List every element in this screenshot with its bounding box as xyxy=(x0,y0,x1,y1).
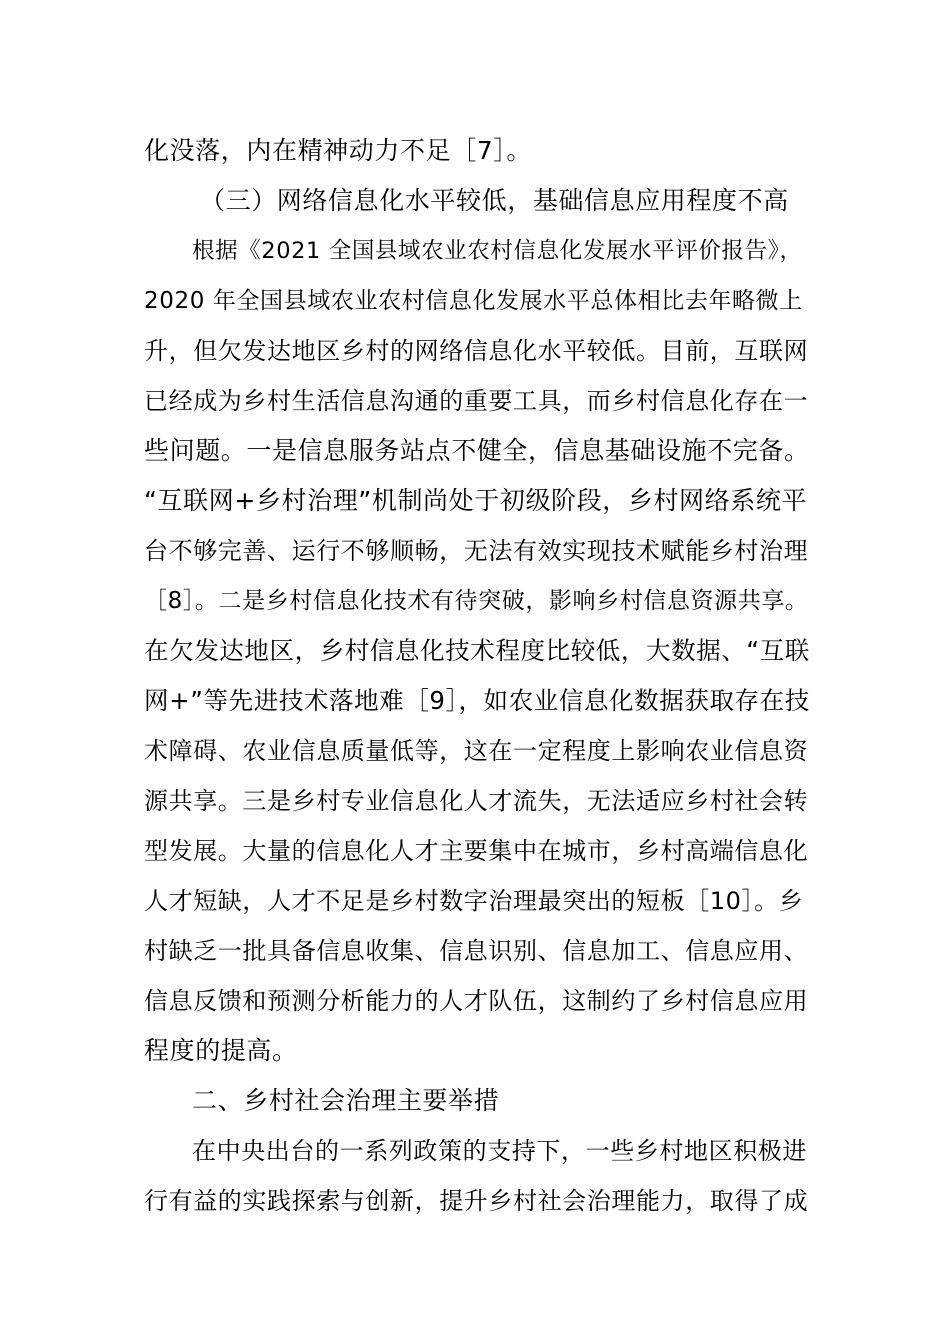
paragraph-line: “互联网+乡村治理”机制尚处于初级阶段，乡村网络系统平 xyxy=(144,486,808,515)
paragraph-line: 化没落，内在精神动力不足［7］。 xyxy=(144,136,533,165)
paragraph-line: 型发展。大量的信息化人才主要集中在城市，乡村高端信息化 xyxy=(144,837,809,865)
paragraph-line: 网+”等先进技术落地难［9］，如农业信息化数据获取存在技 xyxy=(144,686,810,715)
paragraph-line: 2020 年全国县域农业农村信息化发展水平总体相比去年略微上 xyxy=(144,288,803,314)
paragraph-line: 术障碍、农业信息质量低等，这在一定程度上影响农业信息资 xyxy=(144,737,809,765)
paragraph-line: 台不够完善、运行不够顺畅，无法有效实现技术赋能乡村治理 xyxy=(144,537,809,565)
paragraph-line: 源共享。三是乡村专业信息化人才流失，无法适应乡村社会转 xyxy=(144,787,809,815)
paragraph-line: 信息反馈和预测分析能力的人才队伍，这制约了乡村信息应用 xyxy=(144,987,809,1015)
paragraph-line: 根据《2021 全国县域农业农村信息化发展水平评价报告》， xyxy=(192,238,803,264)
paragraph-line: 在中央出台的一系列政策的支持下，一些乡村地区积极进 xyxy=(192,1137,807,1165)
paragraph-line: 些问题。一是信息服务站点不健全，信息基础设施不完备。 xyxy=(144,436,810,465)
paragraph-line: ［8］。二是乡村信息化技术有待突破，影响乡村信息资源共享。 xyxy=(144,588,809,614)
paragraph-line: 在欠发达地区，乡村信息化技术程度比较低，大数据、“互联 xyxy=(144,636,810,665)
paragraph-line: 村缺乏一批具备信息收集、信息识别、信息加工、信息应用、 xyxy=(144,937,809,965)
section-heading: 二、乡村社会治理主要举措 xyxy=(192,1086,500,1115)
paragraph-line: 行有益的实践探索与创新，提升乡村社会治理能力，取得了成 xyxy=(144,1187,809,1215)
paragraph-line: 人才短缺，人才不足是乡村数字治理最突出的短板［10］。乡 xyxy=(144,887,804,915)
paragraph-line: 已经成为乡村生活信息沟通的重要工具，而乡村信息化存在一 xyxy=(144,387,809,415)
paragraph-line: 程度的提高。 xyxy=(144,1036,298,1065)
paragraph-line: 升，但欠发达地区乡村的网络信息化水平较低。目前，互联网 xyxy=(144,337,809,365)
section-heading: （三）网络信息化水平较低，基础信息应用程度不高 xyxy=(200,186,789,215)
